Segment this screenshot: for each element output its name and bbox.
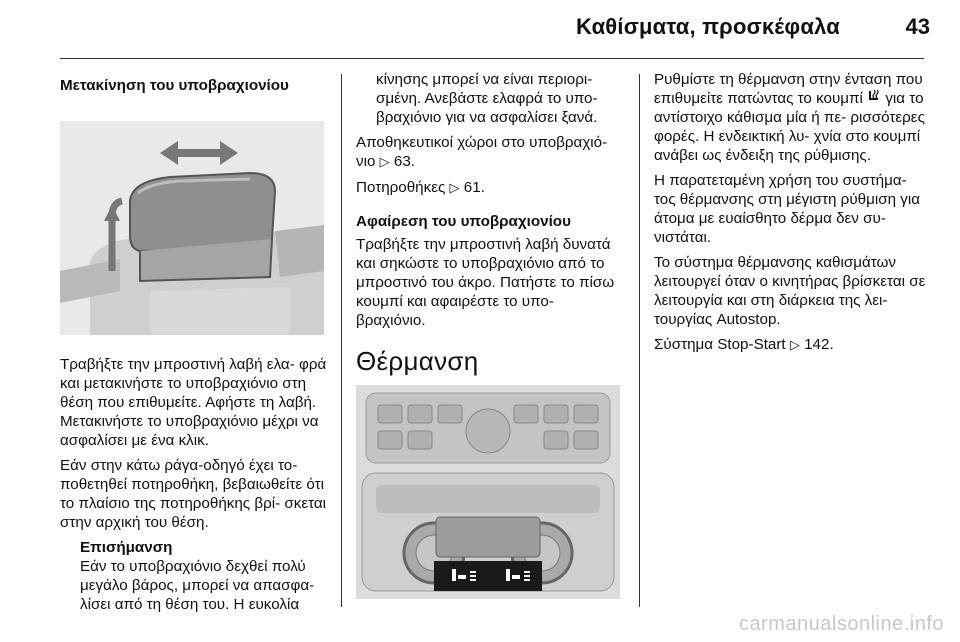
page-header-title: Καθίσματα, προσκέφαλα — [576, 14, 840, 39]
column-divider-2 — [639, 74, 640, 607]
paragraph: κίνησης μπορεί να είναι περιορι- σμένη. Ανεβάστε ελαφρά το υπο- βραχιόνιο για να ασφαλίσει ξανά. — [376, 71, 598, 126]
paragraph-text: για το αντίστοιχο κάθισμα μία ή πε- ρισσότερες φορές. Η ενδεικτική λυ- χνία στο κουμπί ανάβει ως ένδειξη της ρύθμισης. — [654, 90, 925, 165]
ref-page[interactable]: 142. — [804, 336, 834, 354]
note-box — [60, 538, 330, 614]
seat-heating-icon — [867, 89, 881, 108]
section-heading-armrest-move: Μετακίνηση του υποβραχιονίου — [60, 77, 289, 94]
paragraph-ref — [356, 178, 624, 198]
paragraph: Το σύστημα θέρμανσης καθισμάτων λειτουργεί όταν ο κινητήρας βρίσκεται σε λειτουργία και στη διάρκεια της λει- τουργίας Autostop. — [654, 254, 926, 329]
column-divider-1 — [341, 74, 342, 607]
ref-text: Αποθηκευτικοί χώροι στο υποβραχιό- νιο — [356, 134, 608, 170]
paragraph: Τραβήξτε την μπροστινή λαβή ελα- φρά και μετακινήστε το υποβραχιόνιο στη θέση που επιθυμείτε. Αφήστε τη λαβή. Μετακινήστε το υποβραχιόνιο μέχρι να ασφαλίσει με ένα κλικ. — [60, 356, 327, 449]
column-1 — [60, 76, 330, 614]
page-number: 43 — [905, 14, 930, 39]
ref-text: Ποτηροθήκες — [356, 179, 446, 196]
paragraph: Τραβήξτε την μπροστινή λαβή δυνατά και σηκώστε το υποβραχιόνιο από το μπροστινό του άκρο. Πατήστε το πίσω κουμπί και αφαιρέστε το υπο- βραχιόνιο. — [356, 236, 615, 329]
watermark: carmanualsonline.info — [738, 613, 944, 635]
paragraph-ref — [356, 133, 624, 172]
paragraph-ref — [654, 335, 930, 355]
section-heading-armrest-remove: Αφαίρεση του υποβραχιονίου — [356, 213, 571, 230]
paragraph-text: Ρυθμίστε τη θέρμανση στην ένταση που επιθυμείτε πατώντας το κουμπί — [654, 71, 923, 107]
column-2 — [356, 70, 624, 599]
column-3 — [654, 70, 930, 361]
note-text: Εάν το υποβραχιόνιο δεχθεί πολύ μεγάλο βάρος, μπορεί να απασφα- λίσει από τη θέση του. Η ευκολία — [80, 558, 315, 613]
paragraph-heat-button — [654, 70, 930, 165]
armrest-illustration — [60, 121, 324, 335]
page-ref-arrow-icon: ▷ — [789, 338, 800, 354]
paragraph: Η παρατεταμένη χρήση του συστήμα- τος θέρμανσης στη μέγιστη ρύθμιση για άτομα με ευαίσθητο δέρμα δεν συ- νιστάται. — [654, 172, 920, 247]
header-divider — [60, 58, 924, 59]
section-title-heating: Θέρμανση — [356, 346, 479, 376]
ref-page[interactable]: 61. — [463, 179, 485, 196]
note-title: Επισήμανση — [80, 539, 173, 556]
ref-text: Σύστημα Stop-Start — [654, 336, 786, 354]
heating-panel-illustration — [356, 385, 620, 599]
page-ref-arrow-icon: ▷ — [449, 181, 460, 196]
page-ref-arrow-icon: ▷ — [379, 155, 390, 170]
paragraph: Εάν στην κάτω ράγα-οδηγό έχει το- ποθετηθεί ποτηροθήκη, βεβαιωθείτε ότι το πλαίσιο της ποτηροθήκης βρί- σκεται στην αρχική του θέση. — [60, 457, 327, 531]
ref-page[interactable]: 63. — [393, 153, 416, 170]
